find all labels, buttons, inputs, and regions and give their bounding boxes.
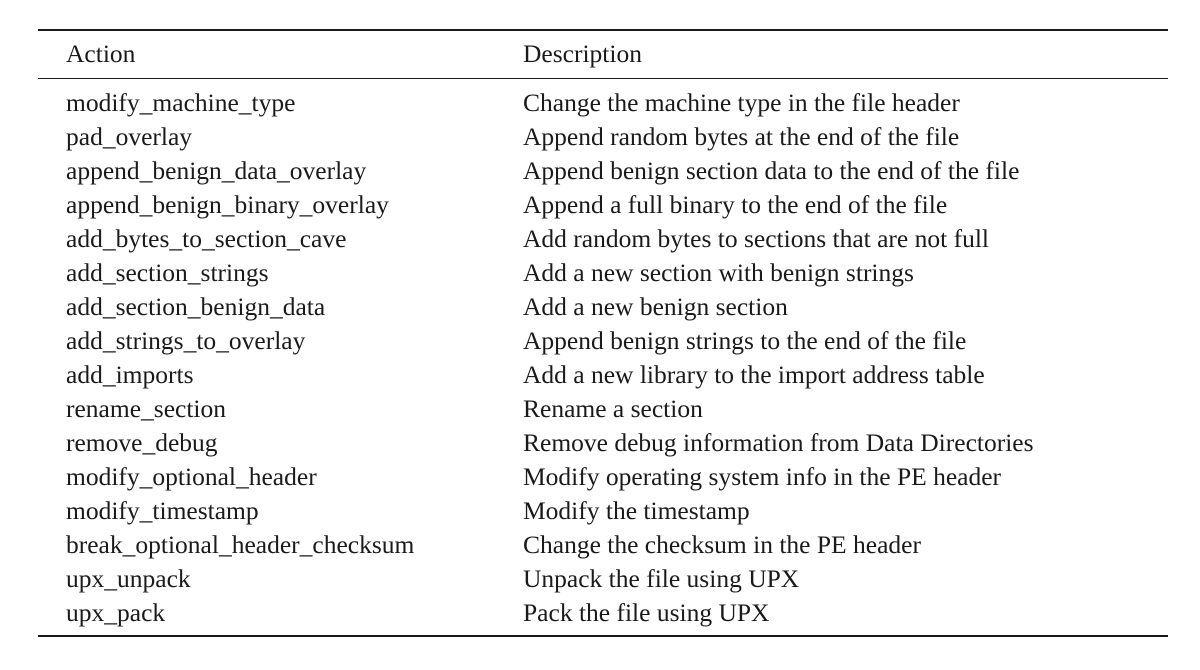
action-cell: modify_timestamp bbox=[66, 496, 259, 525]
table-row bbox=[0, 188, 1200, 222]
action-cell: modify_optional_header bbox=[66, 462, 317, 491]
table-row bbox=[0, 494, 1200, 528]
description-cell: Pack the file using UPX bbox=[523, 598, 770, 627]
action-cell: modify_machine_type bbox=[66, 88, 296, 117]
action-cell: append_benign_data_overlay bbox=[66, 156, 367, 185]
table-row bbox=[0, 528, 1200, 562]
table-row bbox=[0, 358, 1200, 392]
description-cell: Append benign strings to the end of the file bbox=[523, 326, 967, 355]
action-cell: append_benign_binary_overlay bbox=[66, 190, 389, 219]
description-cell: Add random bytes to sections that are not full bbox=[523, 224, 989, 253]
table-row bbox=[0, 154, 1200, 188]
table-row bbox=[0, 426, 1200, 460]
description-cell: Add a new benign section bbox=[523, 292, 788, 321]
table-row bbox=[0, 392, 1200, 426]
action-cell: add_section_strings bbox=[66, 258, 269, 287]
description-cell: Append benign section data to the end of the file bbox=[523, 156, 1020, 185]
table-row bbox=[0, 256, 1200, 290]
description-cell: Unpack the file using UPX bbox=[523, 564, 800, 593]
table-top-rule bbox=[38, 29, 1168, 31]
action-cell: add_strings_to_overlay bbox=[66, 326, 306, 355]
table-row bbox=[0, 596, 1200, 630]
header-description: Description bbox=[523, 39, 642, 68]
action-cell: add_section_benign_data bbox=[66, 292, 326, 321]
description-cell: Modify the timestamp bbox=[523, 496, 750, 525]
description-cell: Change the machine type in the file header bbox=[523, 88, 960, 117]
table-row bbox=[0, 86, 1200, 120]
description-cell: Append random bytes at the end of the file bbox=[523, 122, 960, 151]
table-row bbox=[0, 460, 1200, 494]
table-row bbox=[0, 290, 1200, 324]
description-cell: Modify operating system info in the PE header bbox=[523, 462, 1002, 491]
table-row bbox=[0, 562, 1200, 596]
description-cell: Append a full binary to the end of the file bbox=[523, 190, 948, 219]
description-cell: Add a new section with benign strings bbox=[523, 258, 914, 287]
action-cell: add_imports bbox=[66, 360, 194, 389]
action-cell: add_bytes_to_section_cave bbox=[66, 224, 347, 253]
description-cell: Remove debug information from Data Directories bbox=[523, 428, 1034, 457]
table-row bbox=[0, 324, 1200, 358]
action-cell: pad_overlay bbox=[66, 122, 193, 151]
header-action: Action bbox=[66, 39, 136, 68]
table-body bbox=[0, 86, 1200, 630]
description-cell: Rename a section bbox=[523, 394, 703, 423]
table-bottom-rule bbox=[38, 635, 1168, 637]
action-cell: upx_pack bbox=[66, 598, 166, 627]
table-row bbox=[0, 120, 1200, 154]
action-cell: remove_debug bbox=[66, 428, 218, 457]
table-row bbox=[0, 222, 1200, 256]
description-cell: Change the checksum in the PE header bbox=[523, 530, 921, 559]
action-cell: break_optional_header_checksum bbox=[66, 530, 415, 559]
description-cell: Add a new library to the import address table bbox=[523, 360, 985, 389]
action-cell: rename_section bbox=[66, 394, 227, 423]
action-cell: upx_unpack bbox=[66, 564, 191, 593]
table-header-rule bbox=[38, 78, 1168, 79]
